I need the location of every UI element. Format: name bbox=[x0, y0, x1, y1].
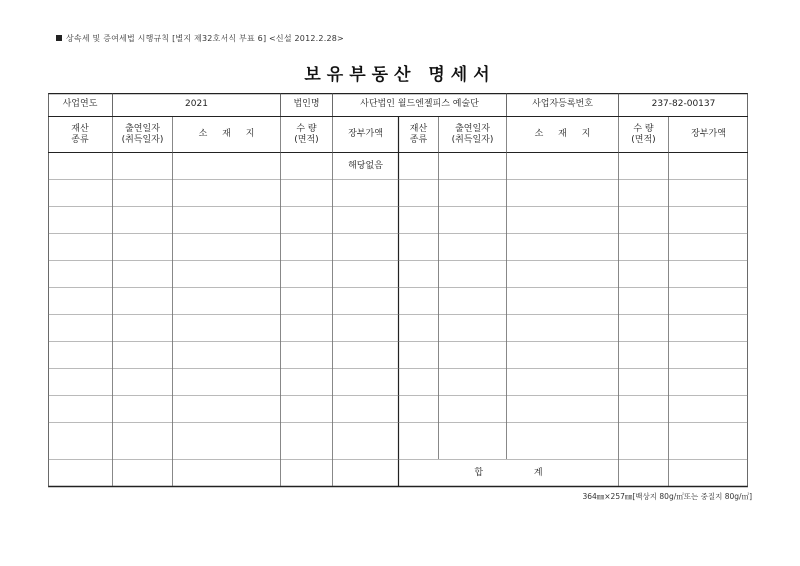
contribution-date-right-line1: 출연일자 bbox=[455, 123, 490, 134]
quantity-line1: 수 량 bbox=[296, 123, 317, 134]
property-type-line1: 재산 bbox=[71, 123, 89, 134]
business-year-value: 2021 bbox=[185, 99, 208, 109]
form-reference-note bbox=[56, 33, 344, 44]
property-type-line2: 종류 bbox=[71, 134, 89, 145]
form-reference-text: 상속세 및 증여세법 시행규칙 [별지 제32호서식 부표 6] <신설 2012.2.28> bbox=[66, 34, 344, 43]
no-data-text: 해당없음 bbox=[348, 160, 383, 171]
column-header-property-type-right bbox=[399, 117, 438, 152]
business-registration-number-value: 237-82-00137 bbox=[651, 99, 716, 109]
property-type-right-line2: 종류 bbox=[409, 134, 428, 145]
property-type-right-line1: 재산 bbox=[409, 123, 428, 134]
paper-spec-note: 364㎜×257㎜[백상지 80g/㎡또는 중질지 80g/㎡] bbox=[582, 492, 752, 501]
column-header-book-value-right: 장부가액 bbox=[691, 129, 726, 139]
property-statement-form bbox=[48, 93, 748, 488]
column-header-location: 소 재 지 bbox=[198, 129, 255, 139]
page-title: 보유부동산 명세서 bbox=[304, 65, 496, 85]
column-header-contribution-date bbox=[113, 117, 172, 152]
quantity-line2: (면적) bbox=[294, 134, 319, 145]
column-header-location-right: 소 재 지 bbox=[534, 129, 591, 139]
square-bullet-icon bbox=[56, 35, 62, 41]
column-header-book-value: 장부가액 bbox=[348, 129, 383, 139]
quantity-right-line2: (면적) bbox=[631, 134, 656, 145]
corporation-name-value: 사단법인 월드엔젤피스 예술단 bbox=[360, 99, 479, 109]
business-registration-number-label: 사업자등록번호 bbox=[532, 99, 593, 109]
form-grid-lines bbox=[48, 93, 748, 488]
business-year-label: 사업연도 bbox=[62, 99, 98, 109]
contribution-date-line1: 출연일자 bbox=[125, 123, 160, 134]
column-header-contribution-date-right bbox=[439, 117, 506, 152]
contribution-date-line2: (취득일자) bbox=[121, 134, 164, 145]
column-header-quantity bbox=[281, 117, 332, 152]
contribution-date-right-line2: (취득일자) bbox=[451, 134, 494, 145]
column-header-property-type bbox=[48, 117, 112, 152]
corporation-name-label: 법인명 bbox=[293, 99, 320, 109]
column-header-quantity-right bbox=[619, 117, 668, 152]
total-label: 합 계 bbox=[474, 467, 543, 478]
quantity-right-line1: 수 량 bbox=[633, 123, 654, 134]
